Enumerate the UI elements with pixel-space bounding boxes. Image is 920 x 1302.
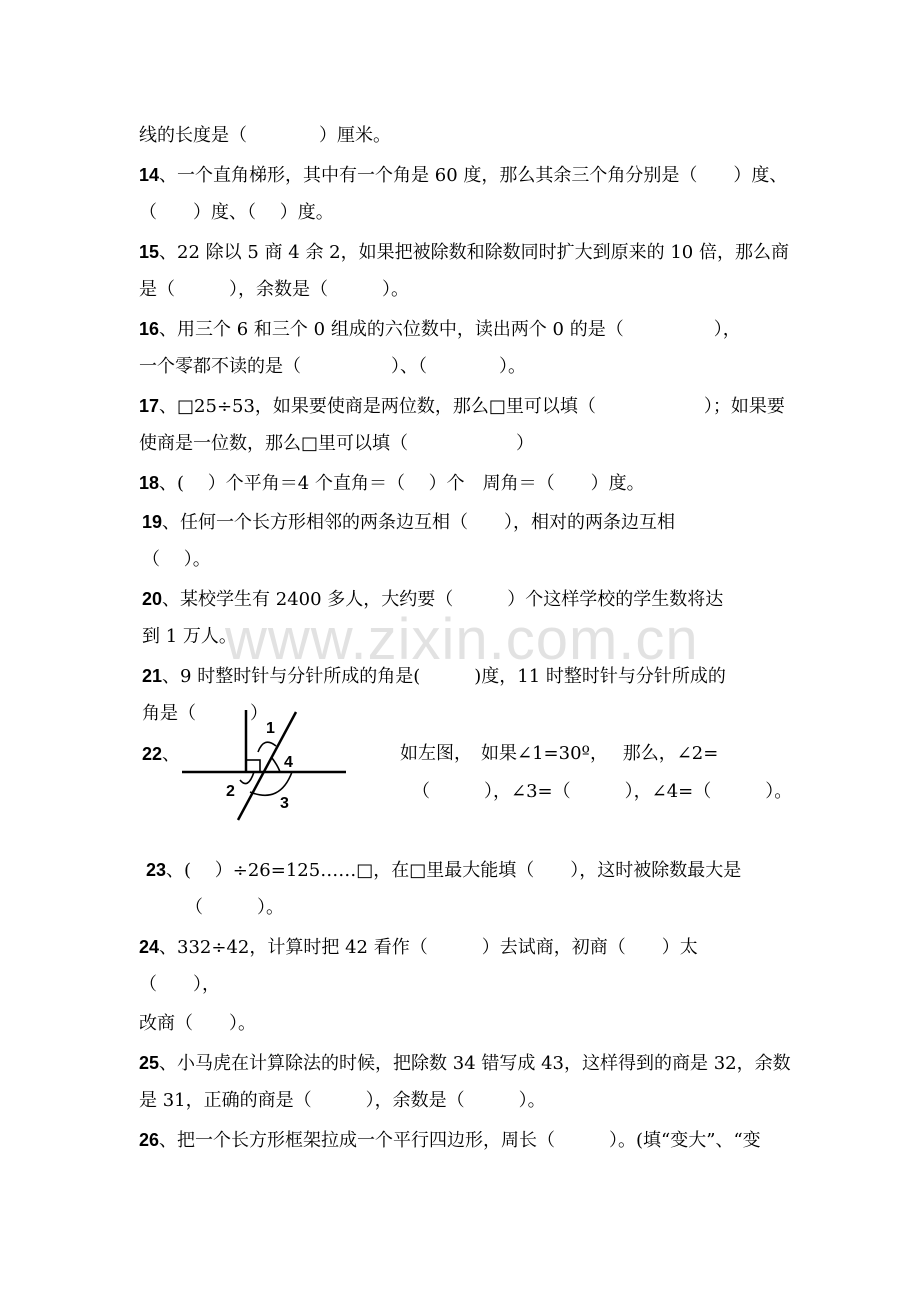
question-22: 22、 [142,744,181,765]
question-23: 23、( ）÷26=125……□，在□里最大能填（ ），这时被除数最大是 [146,860,742,881]
question-number: 24 [139,937,160,957]
question-24-line-2: （ ）， [139,974,220,995]
question-26: 26、把一个长方形框架拉成一个平行四边形，周长（ ）。(填“变大”、“变 [139,1130,761,1151]
label-3: 3 [280,795,289,812]
question-number: 20 [142,589,163,609]
label-4: 4 [284,754,293,771]
question-21-line-2: 角是（ ） [142,703,268,724]
question-number: 14 [139,165,160,185]
question-18: 18、( ）个平角＝4 个直角＝（ ）个 周角＝（ ）度。 [139,473,645,494]
question-22-text: 如左图， 如果∠1=30º， 那么，∠2= [400,743,719,764]
angle-2-arc [240,772,254,784]
question-number: 26 [139,1130,160,1150]
question-number: 23 [146,860,167,880]
question-14: 14、一个直角梯形，其中有一个角是 60 度，那么其余三个角分别是（ ）度、 [139,165,788,186]
watermark: www.zixin.com.cn [225,607,699,672]
question-20: 20、某校学生有 2400 多人，大约要（ ）个这样学校的学生数将达 [142,589,724,610]
question-number: 17 [139,396,160,416]
question-23-line-2: （ ）。 [185,897,284,918]
question-21: 21、9 时整时针与分针所成的角是( )度，11 时整时针与分针所成的 [142,666,726,687]
q13-line-end: 线的长度是（ ）厘米。 [139,125,391,146]
label-2: 2 [226,783,235,800]
angle-1-arc [258,742,276,752]
question-15-line-2: 是（ ），余数是（ ）。 [139,279,409,300]
question-15: 15、22 除以 5 商 4 余 2，如果把被除数和除数同时扩大到原来的 10 倍，那么商 [139,242,789,263]
question-19-line-2: （ ）。 [142,549,211,570]
question-22-text-2: （ ），∠3=（ ），∠4=（ ）。 [412,781,793,802]
question-24: 24、332÷42，计算时把 42 看作（ ）去试商，初商（ ）太 [139,937,698,958]
question-number: 16 [139,319,160,339]
angle-figure [180,700,355,830]
question-17: 17、□25÷53，如果要使商是两位数，那么□里可以填（ ）；如果要 [139,396,785,417]
question-14-line-2: （ ）度、（ ）度。 [139,202,334,223]
right-angle-mark [246,760,260,772]
question-17-line-2: 使商是一位数，那么□里可以填（ ） [139,433,535,454]
angle-4-arc [272,758,280,772]
question-25-line-2: 是 31，正确的商是（ ），余数是（ ）。 [139,1090,546,1111]
question-24-line-3: 改商（ ）。 [139,1013,256,1034]
question-16-line-2: 一个零都不读的是（ ）、（ ）。 [139,356,526,377]
question-number: 22 [142,744,163,764]
question-number: 18 [139,473,160,493]
label-1: 1 [266,720,275,737]
question-number: 15 [139,242,160,262]
question-number: 21 [142,666,163,686]
question-25: 25、小马虎在计算除法的时候，把除数 34 错写成 43，这样得到的商是 32，余数 [139,1053,791,1074]
question-16: 16、用三个 6 和三个 0 组成的六位数中，读出两个 0 的是（ ）， [139,319,741,340]
question-20-line-2: 到 1 万人。 [142,626,237,647]
question-19: 19、任何一个长方形相邻的两条边互相（ ），相对的两条边互相 [142,512,676,533]
question-number: 19 [142,512,163,532]
question-number: 25 [139,1053,160,1073]
